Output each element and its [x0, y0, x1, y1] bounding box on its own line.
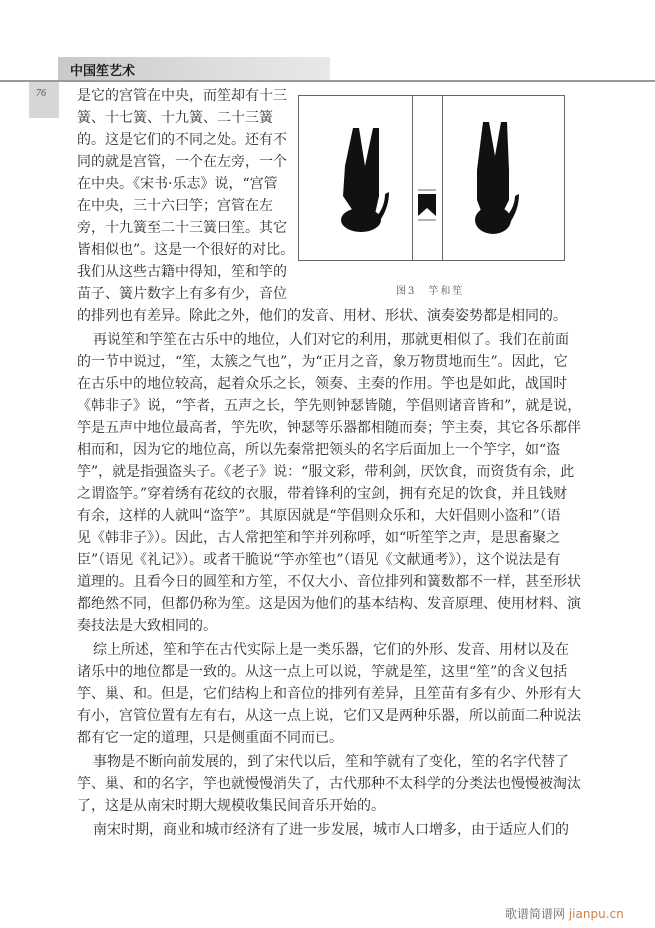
figure-caption: 图3 竽和笙: [396, 286, 465, 297]
text-line: 相而和，因为它的地位高，所以先秦常把领头的名字后面加上一个竽字，如“盗: [77, 442, 561, 458]
text-line: 竽是五声中地位最高者，竽先吹，钟瑟等乐器都相随而奏；竽主奏，其它各乐都伴: [77, 420, 581, 436]
text-line: 之谓盗竽。”穿着绣有花纹的衣服，带着锋利的宝剑，拥有充足的饮食，并且钱财: [77, 486, 568, 502]
watermark-site-name: 歌谱简谱网: [505, 907, 566, 921]
text-line: 《韩非子》说，“竽者，五声之长，竽先则钟瑟皆随，竽倡则诸音皆和”，就是说，: [77, 398, 582, 414]
text-line: 综上所述，笙和竽在古代实际上是一类乐器，它们的外形、发音、用材以及在: [93, 642, 569, 658]
text-line: 奏技法是大致相同的。: [77, 618, 217, 634]
figure-illustration: [299, 96, 566, 262]
text-line: 在中央，三十六曰竽；宫管在左: [77, 198, 273, 214]
text-line: 南宋时期，商业和城市经济有了进一步发展，城市人口增多，由于适应人们的: [93, 822, 569, 838]
text-line: 再说笙和竽笙在古乐中的地位，人们对它的利用，那就更相似了。我们在前面: [93, 332, 569, 348]
text-line: 同的就是宫管，一个在左旁，一个: [77, 154, 287, 170]
sheng-instrument-icon: [475, 122, 519, 234]
text-line: 簧、十七簧、十九簧、二十三簧: [77, 110, 273, 126]
text-line: 有余，这样的人就叫“盗竽”。其原因就是“竽倡则众乐和，大奸倡则小盗和”（语: [77, 508, 561, 524]
text-line: 诸乐中的地位都是一致的。从这一点上可以说，竽就是笙，这里“笙”的含义包括: [77, 664, 568, 680]
text-line: 在古乐中的地位较高，起着众乐之长，领奏、主奏的作用。竽也是如此，战国时: [77, 376, 567, 392]
text-line: 的一节中说过，“笙，太簇之气也”，为“正月之音，象万物贯地而生”。因此，它: [77, 354, 568, 370]
page-number: 76: [36, 88, 46, 99]
text-line: 了，这是从南宋时期大规模收集民间音乐开始的。: [77, 798, 385, 814]
text-line: 竽、巢、和。但是，它们结构上和音位的排列有差异，且笙苗有多有少、外形有大: [77, 686, 581, 702]
text-line: 苗子、簧片数字上有多有少，音位: [77, 286, 287, 302]
text-line: 我们从这些古籍中得知，笙和竽的: [77, 264, 287, 280]
text-line: 竽、巢、和的名字，竽也就慢慢消失了，古代那种不太科学的分类法也慢慢被淘汰: [77, 776, 581, 792]
figure-frame: [298, 95, 565, 261]
text-line: 的排列也有差异。除此之外，他们的发音、用材、形状、演奏姿势都是相同的。: [77, 308, 567, 324]
text-line: 竽”，就是指强盗头子。《老子》说：“服文彩，带利剑，厌饮食，而资货有余，此: [77, 464, 575, 480]
running-header-title: 中国笙艺术: [70, 64, 136, 79]
text-line: 事物是不断向前发展的，到了宋代以后，笙和竽就有了变化，笙的名字代替了: [93, 754, 569, 770]
text-line: 皆相似也”。这是一个很好的对比。: [77, 242, 295, 258]
yu-instrument-icon: [341, 128, 389, 232]
text-line: 的。这是它们的不同之处。还有不: [77, 132, 287, 148]
text-line: 有小，宫管位置有左有右，从这一点上说，它们又是两种乐器，所以前面二种说法: [77, 708, 581, 724]
watermark: [505, 905, 624, 922]
watermark-url: jianpu.cn: [568, 907, 624, 921]
text-line: 都有它一定的道理，只是侧重面不同而已。: [77, 730, 343, 746]
text-line: 旁，十九簧至二十三簧曰笙。其它: [77, 220, 287, 236]
bookmark-glyph-icon: [418, 190, 436, 220]
text-line: 臣”（语见《礼记》）。或者干脆说“竽亦笙也”（语见《文献通考》），这个说法是有: [77, 552, 561, 568]
text-line: 道理的。且看今日的圆笙和方笙，不仅大小、音位排列和簧数都不一样，甚至形状: [77, 574, 581, 590]
text-line: 是它的宫管在中央，而笙却有十三: [77, 88, 287, 104]
text-line: 见《韩非子》）。因此，古人常把笙和竽并列称呼，如“听笙竽之声，是思畜聚之: [77, 530, 561, 546]
header-rule: [0, 80, 655, 82]
text-line: 在中央。《宋书·乐志》说，“宫管: [77, 176, 278, 192]
text-line: 都绝然不同，但都仍称为笙。这是因为他们的基本结构、发音原理、使用材料、演: [77, 596, 581, 612]
